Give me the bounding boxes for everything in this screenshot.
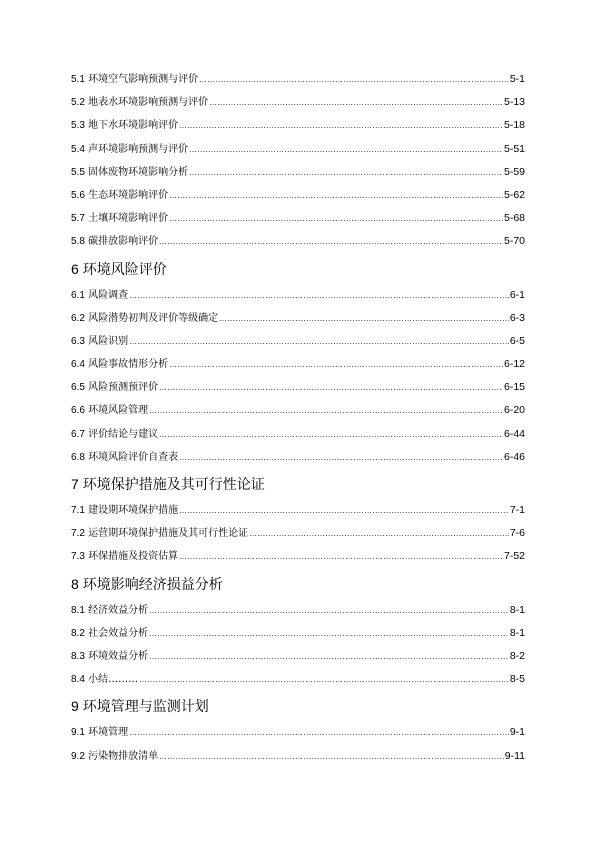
section-number: 8.1 (71, 604, 85, 616)
chapter-number: 9 (71, 698, 79, 715)
section-title: 地下水环境影响评价 (88, 120, 179, 132)
chapter-number: 7 (71, 476, 79, 492)
section-title: 环境管理 (88, 727, 129, 739)
dot-leader (169, 353, 503, 376)
section-number: 6.4 (71, 359, 85, 371)
section-title: 风险事故情形分析 (88, 359, 169, 371)
section-number: 5.7 (71, 213, 85, 225)
toc-entry[interactable] (71, 399, 525, 422)
section-number: 6.3 (71, 335, 85, 347)
section-number: 9.1 (71, 727, 85, 739)
section-title: 社会效益分析 (88, 627, 149, 639)
page-number: 6-44 (503, 427, 525, 440)
dot-leader (159, 230, 503, 253)
section-title: 风险预测预评价 (88, 382, 159, 394)
section-number: 6.2 (71, 312, 85, 324)
dot-leader (189, 161, 503, 184)
section-title: 风险潜势初判及评价等级确定 (88, 312, 219, 324)
chapter-title: 环境影响经济损益分析 (82, 576, 223, 593)
section-title: 建设期环境保护措施 (88, 505, 179, 516)
page-number: 5-62 (503, 188, 525, 201)
section-number: 6.1 (71, 289, 85, 301)
dot-leader (189, 138, 503, 161)
section-title: 环保措施及投资估算 (88, 551, 179, 563)
section-title: 地表水环境影响预测与评价 (88, 97, 209, 109)
chapter-title: 环境管理与监测计划 (82, 699, 209, 716)
page-number: 7-52 (503, 550, 525, 563)
section-number: 8.3 (71, 650, 85, 662)
toc-entry[interactable] (71, 522, 525, 545)
dot-leader (149, 645, 509, 668)
dot-leader (219, 307, 509, 330)
page-number: 7-1 (509, 504, 525, 516)
section-title: 小结……… (88, 674, 139, 686)
section-number: 9.2 (71, 750, 85, 762)
toc-entry[interactable] (71, 721, 525, 744)
dot-leader (159, 423, 503, 446)
page-number: 6-5 (509, 334, 525, 347)
section-title: 环境空气影响预测与评价 (88, 74, 199, 85)
page-number: 8-1 (509, 626, 525, 639)
toc-entry[interactable] (71, 207, 525, 230)
section-number: 5.4 (71, 143, 85, 155)
page-number: 7-6 (509, 527, 525, 540)
page-number: 5-18 (503, 119, 525, 132)
dot-leader (149, 622, 509, 645)
toc-entry[interactable] (71, 745, 525, 768)
page-number: 6-3 (509, 311, 525, 324)
toc-entry[interactable] (71, 184, 525, 207)
chapter-number: 6 (71, 260, 79, 277)
chapter-title: 环境风险评价 (82, 261, 167, 278)
section-number: 5.2 (71, 97, 85, 109)
page-number: 5-68 (503, 212, 525, 225)
toc-entry[interactable] (71, 307, 525, 330)
section-title: 运营期环境保护措施及其可行性论证 (88, 528, 249, 540)
section-title: 碳排放影响评价 (88, 236, 159, 248)
toc-entry[interactable] (71, 645, 525, 668)
section-title: 评价结论与建议 (88, 428, 159, 440)
page-number: 8-5 (509, 673, 525, 686)
toc-entry[interactable] (71, 446, 525, 469)
toc-entry[interactable] (71, 68, 525, 91)
page-number: 8-1 (509, 603, 525, 616)
section-number: 5.3 (71, 120, 85, 132)
page-number: 6-12 (503, 358, 525, 371)
page-number: 5-1 (509, 73, 525, 85)
chapter-heading[interactable] (71, 255, 525, 283)
section-title: 风险调查 (88, 289, 129, 301)
page-number: 6-46 (503, 450, 525, 463)
page-number: 9-1 (509, 726, 525, 739)
toc-entry[interactable] (71, 330, 525, 353)
section-title: 环境效益分析 (88, 650, 149, 662)
page-number: 9-11 (504, 749, 525, 762)
section-title: 环境风险评价自查表 (88, 451, 179, 463)
toc-entry[interactable] (71, 284, 525, 307)
dot-leader (139, 668, 509, 691)
section-number: 8.2 (71, 627, 85, 639)
dot-leader (129, 721, 509, 744)
dot-leader (149, 599, 509, 622)
dot-leader (129, 330, 509, 353)
page-number: 6-20 (503, 404, 525, 417)
page-number: 5-59 (503, 165, 525, 178)
dot-leader (159, 376, 503, 399)
dot-leader (199, 68, 509, 91)
section-number: 6.6 (71, 405, 85, 417)
dot-leader (129, 284, 509, 307)
toc-entry[interactable] (71, 91, 525, 114)
page-number: 8-2 (509, 649, 525, 662)
dot-leader (179, 446, 503, 469)
toc-entry[interactable] (71, 114, 525, 137)
dot-leader (169, 184, 503, 207)
toc-entry[interactable] (71, 230, 525, 253)
section-number: 5.1 (71, 74, 85, 85)
section-number: 8.4 (71, 674, 85, 686)
section-title: 声环境影响预测与评价 (88, 143, 189, 155)
section-number: 6.8 (71, 451, 85, 463)
chapter-heading[interactable] (71, 470, 525, 498)
chapter-heading[interactable] (71, 570, 525, 598)
section-title: 风险识别 (88, 335, 129, 347)
section-title: 土壤环境影响评价 (88, 213, 169, 225)
dot-leader (149, 399, 503, 422)
toc-entry[interactable] (71, 353, 525, 376)
page-number: 5-13 (503, 96, 525, 109)
section-title: 生态环境影响评价 (88, 189, 169, 201)
toc-entry[interactable] (71, 376, 525, 399)
dot-leader (179, 114, 503, 137)
toc-entry[interactable] (71, 138, 525, 161)
chapter-title: 环境保护措施及其可行性论证 (82, 477, 265, 493)
section-number: 6.7 (71, 428, 85, 440)
dot-leader (159, 745, 504, 768)
table-of-contents (71, 68, 525, 768)
section-number: 5.5 (71, 166, 85, 178)
section-title: 固体废物环境影响分析 (88, 166, 189, 178)
toc-entry[interactable] (71, 599, 525, 622)
section-number: 7.3 (71, 551, 85, 563)
section-number: 5.8 (71, 236, 85, 248)
section-title: 经济效益分析 (88, 604, 149, 616)
dot-leader (179, 499, 509, 522)
toc-entry[interactable] (71, 423, 525, 446)
dot-leader (209, 91, 503, 114)
section-number: 7.1 (71, 505, 85, 516)
chapter-number: 8 (71, 575, 79, 592)
toc-entry[interactable] (71, 668, 525, 691)
page-number: 6-1 (509, 288, 525, 301)
toc-entry[interactable] (71, 545, 525, 568)
dot-leader (179, 545, 503, 568)
toc-entry[interactable] (71, 499, 525, 522)
toc-entry[interactable] (71, 622, 525, 645)
section-title: 环境风险管理 (88, 405, 149, 417)
dot-leader (249, 522, 509, 545)
page-number: 5-51 (503, 142, 525, 155)
toc-entry[interactable] (71, 161, 525, 184)
chapter-heading[interactable] (71, 692, 525, 720)
section-number: 5.6 (71, 189, 85, 201)
page-number: 6-15 (503, 381, 525, 394)
section-number: 6.5 (71, 382, 85, 394)
page-number: 5-70 (503, 235, 525, 248)
section-number: 7.2 (71, 528, 85, 540)
section-title: 污染物排放清单 (88, 750, 159, 762)
dot-leader (169, 207, 503, 230)
